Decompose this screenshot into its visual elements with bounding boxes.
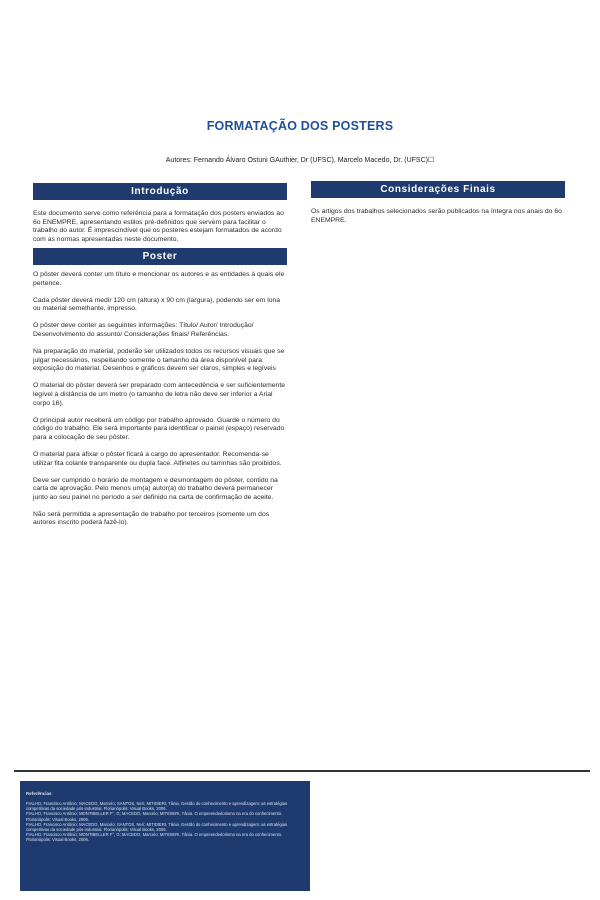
reference-entry: FIALHO, Francisco Antônio; MACEDO, Marcelo; SANTOS, Neri; MITIDIERI, Tânia. Gestão do conhecimento e aprendizagem: as estratégias competitivas da sociedade pós-industrial. Florianópolis: Visual Books, 2006. — [26, 821, 288, 833]
intro-text: Este documento serve como referência para a formatação dos posters enviados ao 6o ENEMPRE, apresentando estilos pré-definidos que servem para facilitar o trabalho do autor. É imprescindível que os posteres estejam formatados de acordo com as normas apresentadas neste documento. — [33, 210, 284, 243]
intro-header: Introdução — [33, 183, 287, 200]
final-text: Os artigos dos trabalhos selecionados serão publicados na íntegra nos anais do 6o ENEMPRE. — [311, 208, 562, 224]
poster-paragraph: O material do pôster deverá ser preparado com antecedência e ser suficientemente legível à distância de um metro (o tamanho de letra não deve ser inferior a Arial corpo 16). — [33, 382, 285, 407]
page-title: FORMATAÇÃO DOS POSTERS — [206, 119, 394, 133]
poster-paragraph: O pôster deverá conter um título e mencionar os autores e as entidades à quais ele pertence. — [33, 271, 285, 287]
poster-paragraph: Cada pôster deverá medir 120 cm (altura) x 90 cm (largura), podendo ser em lona ou material semelhante, impresso. — [33, 296, 281, 313]
poster-paragraph: Não será permitida a apresentação de trabalho por terceiros (somente um dos autores inscrito poderá fazê-lo). — [33, 510, 270, 527]
reference-entry: FIALHO, Francisco Antônio; MONTIBELLER F°, G; MACEDO, Marcelo; MITIDIERI, Tânia. O empreendedorismo na era do conhecimento. Florianópolis: Visual Books, 2006. — [26, 811, 283, 822]
poster-paragraph: O material para afixar o pôster ficará a cargo do apresentador. Recomenda-se utilizar fita colante transparente ou dupla face. Alfinetes ou tarrinhas são proibidos. — [33, 450, 282, 467]
poster-header: Poster — [33, 248, 287, 265]
references-box — [20, 781, 310, 891]
final-header: Considerações Finais — [311, 181, 565, 198]
reference-entry: FIALHO, Francisco Antônio; MONTIBELLER F°, G; MACEDO, Marcelo; MITIDIERI, Tânia. O empreendedorismo na era do conhecimento. Florianópolis: Visual Books, 2006. — [26, 832, 283, 843]
poster-paragraph: Deve ser cumprido o horário de montagem e desmontagem do pôster, contido na carta de aprovação. Pelo menos um(a) autor(a) do trabalho deverá permanecer junto ao seu painel no período a ser definido na carta de confirmação de aceite. — [33, 476, 278, 501]
poster-paragraph: O pôster deve conter as seguintes informações: Título/ Autor/ Introdução/ Desenvolvimento do assunto/ Considerações finais/ Referências. — [33, 322, 254, 338]
references-title: Referências — [26, 791, 52, 796]
footer-divider — [14, 770, 590, 772]
reference-entry: FIALHO, Francisco Antônio; MACEDO, Marcelo; SANTOS, Neri; MITIDIERI, Tânia. Gestão do conhecimento e aprendizagem: as estratégias competitivas da sociedade pós-industrial. Florianópolis: Visual Books, 2006. — [26, 801, 288, 812]
poster-body — [33, 271, 287, 537]
authors-line: Autores: Fernando Álvaro Ostuni GAuthier, Dr (UFSC), Marcelo Macedo, Dr. (UFSC)☐ — [165, 157, 435, 164]
poster-paragraph: Na preparação do material, poderão ser utilizados todos os recursos visuais que se julgar necessários, respeitando somente o tamanho da área disponível para exposição do material. Desenhos e gráficos devem ser claros, simples e legíveis — [33, 348, 285, 373]
poster-paragraph: O principal autor receberá um código por trabalho aprovado. Guarde o número do código do trabalho. Ele será importante para identificar o painel (espaço) reservado para a colocação de seu pôster. — [33, 416, 285, 441]
